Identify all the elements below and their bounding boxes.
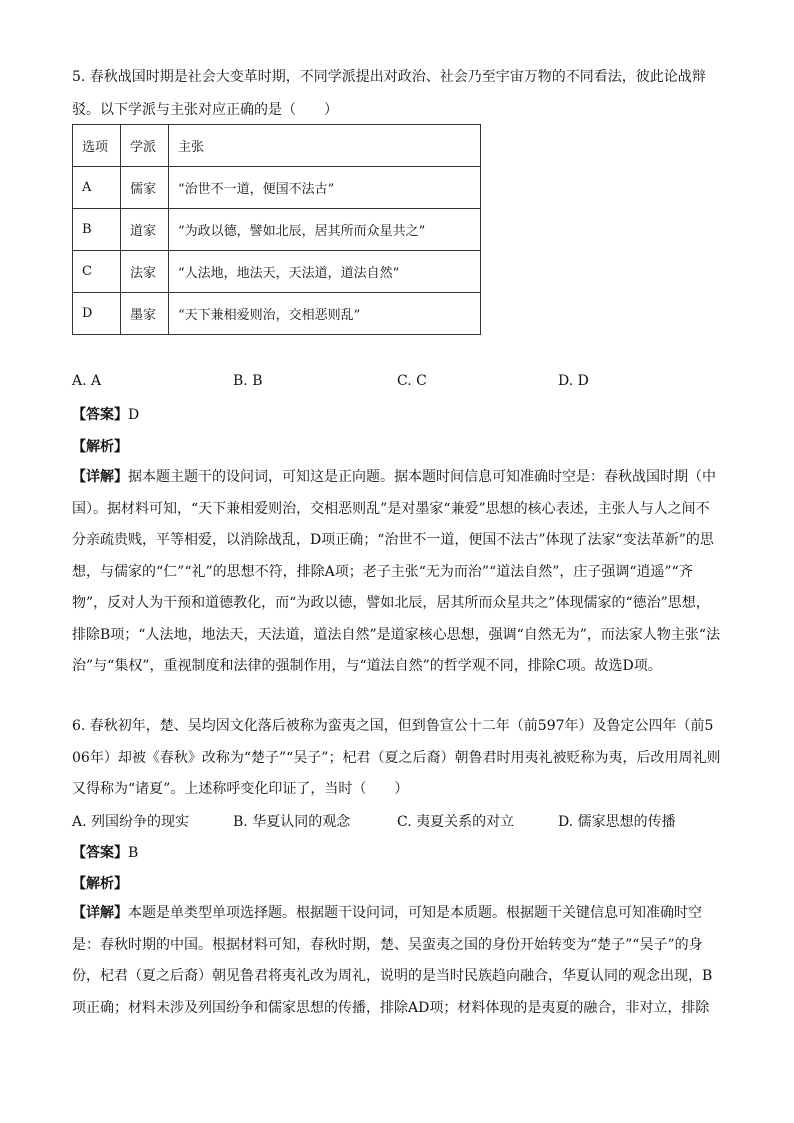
q5-option-c: C. C xyxy=(397,373,427,389)
answer-label: 【答案】 xyxy=(72,407,128,423)
q6-option-d: D. 儒家思想的传播 xyxy=(558,814,676,830)
table-cell: B xyxy=(73,209,121,251)
table-cell: 儒家 xyxy=(121,167,169,209)
table-cell: “人法地，地法天，天法道，道法自然” xyxy=(169,251,481,293)
table-header-cell: 主张 xyxy=(169,125,481,167)
table-header-row xyxy=(73,125,481,167)
detail-label: 【详解】 xyxy=(72,469,128,485)
q6-analysis-label: 【解析】 xyxy=(72,876,128,892)
detail-text: 据本题主题干的设问词，可知这是正向题。据本题时间信息可知准确时空是：春秋战国时期（中国）。据材料可知，“天下兼相爱则治，交相恶则乱”是对墨家“兼爱”思想的核心表述，主张人与人之间不分亲疏贵贱，平等相爱，以消除战乱，D项正确；“治世不一道，便国不法古”体现了法家“变法革新”的思想，与儒家的“仁”“礼”的思想不符，排除A项；老子主张“无为而治”“道法自然”，庄子强调“逍遥”“齐物”，反对人为干预和道德教化，而“为政以德，譬如北辰，居其所而众星共之”体现儒家的“德治”思想，排除B项；“人法地，地法天，天法道，道法自然”是道家核心思想，强调“自然无为”，而法家人物主张“法治”与“集权”，重视制度和法律的强制作用，与“道法自然”的哲学观不同，排除C项。故选D项。 xyxy=(72,469,721,674)
q5-stem-line2: 驳。以下学派与主张对应正确的是（ ） xyxy=(72,102,338,118)
table-cell: 道家 xyxy=(121,209,169,251)
table-cell: D xyxy=(73,293,121,335)
table-header-cell: 学派 xyxy=(121,125,169,167)
detail-text: 本题是单类型单项选择题。根据题干设问词，可知是本质题。根据题干关键信息可知准确时空是：春秋时期的中国。根据材料可知，春秋时期，楚、吴蛮夷之国的身份开始转变为“楚子”“吴子”的身份，杞君（夏之后裔）朝见鲁君将夷礼改为周礼，说明的是当时民族趋向融合，华夏认同的观念出现，B项正确；材料未涉及列国纷争和儒家思想的传播，排除AD项；材料体现的是夷夏的融合，非对立，排除 xyxy=(72,905,713,1016)
q5-stem-line1: 5. 春秋战国时期是社会大变革时期，不同学派提出对政治、社会乃至宇宙万物的不同看法，彼此论战辩 xyxy=(72,69,706,85)
q6-stem: 6. 春秋初年，楚、吴均因文化落后被称为蛮夷之国，但到鲁宣公十二年（前597年）及鲁定公四年（前506年）却被《春秋》改称为“楚子”“吴子”；杞君（夏之后裔）朝鲁君时用夷礼被贬称为夷，后改用周礼则又得称为“诸夏”。上述称呼变化印证了，当时（ ） xyxy=(72,718,721,797)
table-cell: “天下兼相爱则治，交相恶则乱” xyxy=(169,293,481,335)
q5-answer xyxy=(72,404,139,424)
q6-answer xyxy=(72,842,138,862)
answer-label: 【答案】 xyxy=(72,845,128,861)
table-row xyxy=(73,167,481,209)
q5-analysis-label: 【解析】 xyxy=(72,439,128,455)
q5-option-a: A. A xyxy=(72,373,102,389)
table-cell: “为政以德，譬如北辰，居其所而众星共之” xyxy=(169,209,481,251)
q5-detail xyxy=(72,462,722,683)
q6-detail xyxy=(72,898,722,1024)
q6-option-b: B. 华夏认同的观念 xyxy=(233,814,351,830)
table-cell: C xyxy=(73,251,121,293)
table-header-cell: 选项 xyxy=(73,125,121,167)
table-cell: 墨家 xyxy=(121,293,169,335)
table-row xyxy=(73,209,481,251)
q5-table xyxy=(72,124,481,335)
table-cell: 法家 xyxy=(121,251,169,293)
detail-label: 【详解】 xyxy=(72,905,128,921)
table-row xyxy=(73,293,481,335)
q5-option-b: B. B xyxy=(233,373,263,389)
q5-option-d: D. D xyxy=(558,373,589,389)
answer-value: B xyxy=(128,845,139,861)
q6-option-a: A. 列国纷争的现实 xyxy=(72,814,190,830)
answer-value: D xyxy=(128,407,140,423)
table-cell: A xyxy=(73,167,121,209)
table-row xyxy=(73,251,481,293)
table-cell: “治世不一道，便国不法古” xyxy=(169,167,481,209)
q6-option-c: C. 夷夏关系的对立 xyxy=(397,814,515,830)
